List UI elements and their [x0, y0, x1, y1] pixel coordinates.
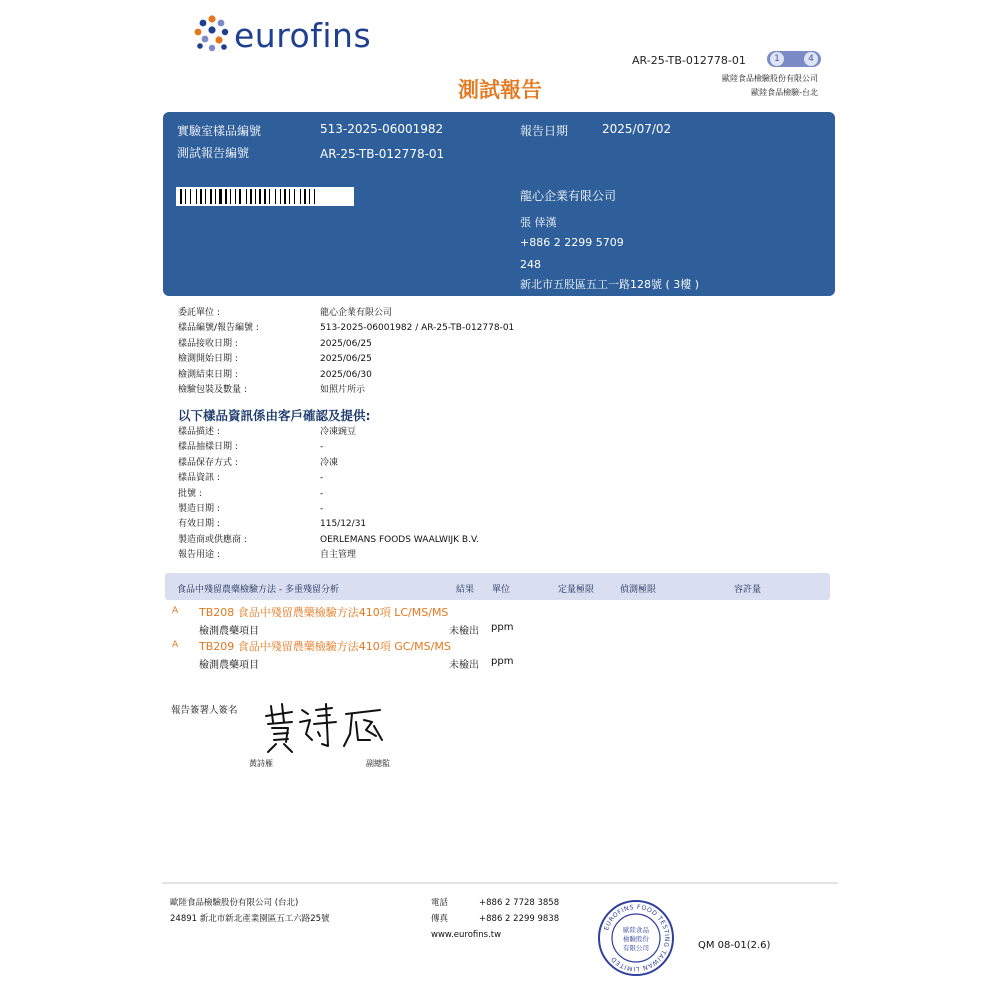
method-item: 檢測農藥項目 — [199, 660, 259, 671]
svg-text:歐陸食品: 歐陸食品 — [623, 926, 649, 934]
info-value: 2025/06/25 — [320, 354, 372, 365]
footer-web: www.eurofins.tw — [431, 930, 502, 940]
col-loq: 定量極限 — [558, 585, 595, 595]
page-total: 4 — [804, 52, 818, 66]
col-unit: 單位 — [492, 585, 511, 595]
report-no-value: AR-25-TB-012778-01 — [320, 147, 445, 161]
method-unit: ppm — [491, 656, 514, 667]
client-info-label: 有效日期 : — [178, 519, 220, 530]
method-title: TB209 食品中殘留農藥檢驗方法410項 GC/MS/MS — [199, 640, 451, 653]
brand-name: eurofins — [234, 16, 372, 55]
method-unit: ppm — [491, 622, 514, 633]
barcode-bar — [289, 189, 290, 204]
method-title: TB208 食品中殘留農藥檢驗方法410項 LC/MS/MS — [199, 606, 449, 619]
client-info-value: 自主管理 — [320, 550, 357, 561]
accreditation-mark: A — [172, 606, 179, 616]
footer-company-block — [170, 895, 330, 927]
barcode-bar — [255, 189, 256, 204]
barcode-bar — [264, 189, 266, 204]
barcode-bar — [275, 189, 276, 204]
header-company-line2: 歐陸食品檢驗-台北 — [751, 88, 818, 97]
client-info-label: 報告用途 : — [178, 550, 220, 561]
signer-title: 副總監 — [366, 759, 390, 768]
form-code: QM 08-01(2.6) — [698, 940, 771, 951]
method-item: 檢測農藥項目 — [199, 626, 259, 637]
client-phone: +886 2 2299 5709 — [520, 236, 624, 249]
barcode-bar — [205, 189, 206, 204]
info-value: 513-2025-06001982 / AR-25-TB-012778-01 — [320, 323, 515, 334]
accreditation-mark: A — [172, 640, 179, 650]
barcode-bar — [185, 189, 186, 204]
signer-name: 黃詩雁 — [249, 759, 273, 768]
method-result: 未檢出 — [449, 660, 479, 671]
sample-no-value: 513-2025-06001982 — [320, 122, 444, 136]
client-info-label: 樣品描述 : — [178, 427, 220, 437]
eurofins-logo-icon — [192, 14, 232, 54]
sample-no-label: 實驗室樣品編號 — [177, 124, 262, 138]
col-result: 結果 — [456, 585, 475, 595]
handwritten-signature — [262, 700, 387, 755]
info-label: 委託單位 : — [178, 308, 220, 318]
barcode-bar — [196, 189, 197, 204]
barcode-bar — [190, 189, 191, 204]
info-label: 檢測開始日期 : — [178, 354, 238, 365]
info-value: 2025/06/25 — [320, 338, 372, 349]
sample-info-values — [320, 306, 514, 398]
info-label: 檢測結束日期 : — [178, 369, 238, 380]
report-summary-panel — [163, 112, 835, 296]
svg-text:EUROFINS FOOD TESTING TAIWAN L: EUROFINS FOOD TESTING TAIWAN LIMITED — [603, 903, 671, 973]
info-value: 2025/06/30 — [320, 369, 372, 380]
footer-divider — [162, 882, 838, 884]
barcode-bar — [200, 189, 202, 204]
client-info-value: 115/12/31 — [320, 519, 367, 530]
client-name: 龍心企業有限公司 — [520, 189, 617, 203]
footer-fax-label: 傳真 — [431, 914, 449, 924]
report-title: 測試報告 — [458, 78, 542, 102]
client-info-label: 製造商或供應商 : — [178, 534, 247, 545]
info-value: 龍心企業有限公司 — [320, 308, 393, 318]
eurofins-logo — [192, 14, 392, 58]
barcode-bar — [300, 189, 301, 204]
client-info-value: - — [320, 504, 324, 515]
barcode-bar — [269, 189, 270, 204]
col-method: 食品中殘留農藥檢驗方法 - 多重殘留分析 — [177, 585, 339, 595]
barcode-bar — [180, 189, 182, 204]
client-contact: 張 倖漢 — [520, 216, 557, 229]
barcode-bar — [246, 189, 247, 204]
client-info-heading: 以下樣品資訊係由客戶確認及提供: — [178, 408, 371, 423]
client-info-value: 冷凍豌豆 — [320, 427, 357, 437]
barcode-bar — [219, 189, 222, 204]
client-info-value: - — [320, 488, 324, 499]
header-company-line1: 歐陸食品檢驗股份有限公司 — [722, 74, 818, 83]
client-postal: 248 — [520, 258, 541, 271]
client-info-label: 樣品抽樣日期 : — [178, 442, 238, 453]
barcode-bar — [230, 189, 231, 204]
info-label: 檢驗包裝及數量 : — [178, 385, 247, 396]
barcode — [176, 187, 354, 206]
col-lod: 偵測極限 — [620, 585, 657, 595]
client-info-label: 樣品保存方式 : — [178, 457, 238, 468]
company-seal — [597, 899, 675, 977]
report-no-label: 測試報告編號 — [177, 146, 250, 160]
client-address: 新北市五股區五工一路128號 ( 3樓 ) — [520, 278, 700, 291]
client-info-values — [320, 425, 479, 564]
info-label: 樣品編號/報告編號 : — [178, 323, 259, 334]
barcode-bar — [294, 189, 295, 204]
page-indicator — [767, 51, 821, 67]
footer-tel: +886 2 7728 3858 — [479, 898, 560, 908]
barcode-bar — [284, 189, 286, 204]
method-result: 未檢出 — [449, 626, 479, 637]
barcode-bar — [210, 189, 212, 204]
client-info-value: - — [320, 442, 324, 453]
client-info-value: OERLEMANS FOODS WAALWIJK B.V. — [320, 534, 479, 545]
barcode-bar — [235, 189, 236, 204]
barcode-bar — [250, 189, 252, 204]
results-table-header — [165, 573, 830, 600]
svg-text:檢驗股份: 檢驗股份 — [623, 935, 649, 943]
page-current: 1 — [770, 52, 784, 66]
info-value: 如照片所示 — [320, 385, 366, 396]
svg-text:有限公司: 有限公司 — [623, 944, 649, 952]
barcode-bar — [280, 189, 281, 204]
barcode-bar — [259, 189, 261, 204]
report-date-label: 報告日期 — [520, 124, 569, 138]
footer-fax: +886 2 2299 9838 — [479, 914, 560, 924]
info-label: 樣品接收日期 : — [178, 338, 238, 349]
barcode-bar — [314, 189, 315, 204]
client-info-label: 批號 : — [178, 488, 202, 499]
client-info-label: 製造日期 : — [178, 504, 220, 515]
client-info-value: 冷凍 — [320, 457, 339, 468]
footer-tel-label: 電話 — [431, 898, 449, 908]
client-info-labels — [178, 425, 247, 564]
col-tolerance: 容許量 — [734, 585, 762, 595]
barcode-bar — [304, 189, 306, 204]
footer-address: 24891 新北市新北產業園區五工六路25號 — [170, 914, 330, 924]
sample-info-labels — [178, 306, 259, 398]
barcode-bar — [239, 189, 241, 204]
client-info-label: 樣品資訊 : — [178, 473, 220, 484]
signature-label: 報告簽署人簽名 — [171, 705, 238, 716]
report-code: AR-25-TB-012778-01 — [632, 54, 746, 67]
barcode-bar — [309, 189, 310, 204]
footer-company: 歐陸食品檢驗股份有限公司 (台北) — [170, 898, 299, 908]
barcode-bar — [215, 189, 216, 204]
footer-contact-values — [479, 895, 559, 927]
client-info-value: - — [320, 473, 324, 484]
barcode-bar — [225, 189, 227, 204]
report-date-value: 2025/07/02 — [602, 122, 672, 136]
